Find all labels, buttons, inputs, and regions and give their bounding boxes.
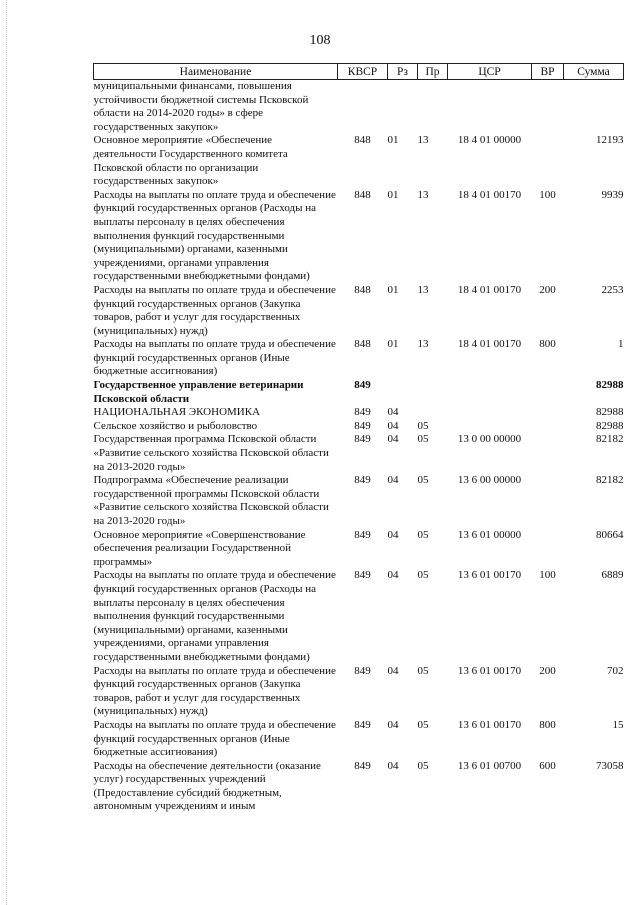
row-kvsr: 849: [354, 528, 371, 541]
table-header-row: [94, 64, 624, 80]
table-row: [94, 433, 624, 474]
row-pr: 05: [417, 433, 429, 446]
row-vr: 800: [539, 338, 556, 351]
row-sum: 702: [607, 664, 624, 677]
row-sum: 82988: [596, 419, 624, 432]
row-sum: 1: [618, 338, 624, 351]
row-vr: 100: [539, 569, 556, 582]
row-vr: 200: [539, 664, 556, 677]
page-number: 108: [309, 33, 331, 48]
row-vr: 800: [539, 718, 556, 731]
row-csr: [448, 406, 532, 420]
table-row-department: [94, 379, 624, 406]
table-row: [94, 406, 624, 420]
row-pr: 13: [417, 283, 429, 296]
table-row: [94, 134, 624, 188]
row-kvsr: 848: [354, 283, 371, 296]
row-vr: 600: [539, 759, 556, 772]
header-pr: Пр: [418, 64, 448, 80]
row-pr: 13: [417, 338, 429, 351]
row-csr: [448, 379, 532, 406]
row-sum: 82988: [596, 379, 624, 392]
row-vr: [532, 474, 564, 528]
header-name: Наименование: [94, 64, 338, 80]
row-name: Государственная программа Псковской области «Развитие сельского хозяйства Псковской области на 2013-2020 годы»: [93, 433, 329, 473]
row-csr: 18 4 01 00170: [457, 283, 522, 296]
row-kvsr: 848: [354, 338, 371, 351]
row-vr: [532, 433, 564, 474]
row-csr: 13 6 01 00000: [457, 528, 522, 541]
row-pr: 13: [417, 134, 429, 147]
row-rz: 01: [387, 134, 399, 147]
row-kvsr: 848: [354, 134, 371, 147]
row-csr: [448, 80, 532, 135]
row-kvsr: [338, 80, 388, 135]
row-rz: [388, 379, 418, 406]
row-name: Основное мероприятие «Обеспечение деятельности Государственного комитета Псковской области по организации государственных закупок»: [93, 134, 288, 188]
row-sum: 15: [612, 718, 624, 731]
table-row: [94, 189, 624, 284]
header-rz: Рз: [388, 64, 418, 80]
row-vr: [532, 420, 564, 434]
row-kvsr: 849: [354, 406, 371, 419]
row-csr: [448, 420, 532, 434]
table-row: [94, 760, 624, 814]
header-kvsr: КВСР: [338, 64, 388, 80]
row-sum: 82988: [596, 406, 624, 419]
row-vr: 100: [539, 188, 556, 201]
row-sum: 82182: [596, 433, 624, 446]
row-name: Расходы на выплаты по оплате труда и обеспечение функций государственных органов (Закупка товаров, работ и услуг для государственных (муниципальных) нужд): [93, 664, 336, 718]
row-kvsr: 849: [354, 664, 371, 677]
table-row: [94, 529, 624, 570]
table-row: [94, 474, 624, 528]
header-vr: ВР: [532, 64, 564, 80]
row-rz: 01: [387, 338, 399, 351]
table-row: [94, 665, 624, 719]
row-kvsr: 849: [354, 569, 371, 582]
row-vr: [532, 379, 564, 406]
header-sum: Сумма: [564, 64, 624, 80]
row-sum: 6889: [601, 569, 624, 582]
row-kvsr: 849: [354, 433, 371, 446]
row-pr: 05: [417, 664, 429, 677]
row-rz: 04: [387, 406, 399, 419]
row-sum: 9939: [601, 188, 624, 201]
row-pr: 13: [417, 188, 429, 201]
row-name: Подпрограмма «Обеспечение реализации государственной программы Псковской области «Развитие сельского хозяйства Псковской области на 2013-2020 годы»: [93, 474, 329, 527]
row-kvsr: 849: [354, 379, 371, 392]
row-pr: 05: [417, 528, 429, 541]
table-row: [94, 338, 624, 379]
row-kvsr: 849: [354, 419, 371, 432]
row-pr: [418, 406, 448, 420]
row-sum: [564, 80, 624, 135]
row-sum: 2253: [601, 283, 624, 296]
row-csr: 13 6 00 00000: [457, 474, 522, 487]
row-name: Расходы на выплаты по оплате труда и обеспечение функций государственных органов (Иные бюджетные ассигнования): [93, 718, 336, 759]
row-rz: 04: [387, 664, 399, 677]
row-csr: 13 0 00 00000: [457, 433, 522, 446]
row-rz: 04: [387, 474, 399, 487]
row-vr: [532, 529, 564, 570]
table-row: [94, 569, 624, 664]
table-row: [94, 420, 624, 434]
row-name: Расходы на обеспечение деятельности (оказание услуг) государственных учреждений (Предоставление субсидий бюджетным, автономным учреждениям и иным: [93, 759, 321, 813]
row-vr: [532, 80, 564, 135]
row-rz: 04: [387, 569, 399, 582]
row-csr: 13 6 01 00700: [457, 759, 522, 772]
scan-edge-mark: [6, 0, 8, 905]
row-csr: 13 6 01 00170: [457, 569, 522, 582]
row-rz: 04: [387, 759, 399, 772]
row-name: НАЦИОНАЛЬНАЯ ЭКОНОМИКА: [93, 406, 261, 419]
row-csr: 18 4 01 00000: [457, 134, 522, 147]
row-pr: 05: [417, 474, 429, 487]
row-rz: [388, 80, 418, 135]
row-name: Расходы на выплаты по оплате труда и обеспечение функций государственных органов (Закупка товаров, работ и услуг для государственных (муниципальных) нужд): [93, 283, 336, 337]
row-csr: 13 6 01 00170: [457, 718, 522, 731]
row-pr: 05: [417, 419, 429, 432]
row-sum: 73058: [596, 759, 624, 772]
row-rz: 04: [387, 419, 399, 432]
row-name: муниципальными финансами, повышения устойчивости бюджетной системы Псковской области на 2014-2020 годы» в сфере государственных закупок»: [93, 80, 309, 133]
table-row: [94, 284, 624, 338]
row-csr: 13 6 01 00170: [457, 664, 522, 677]
header-csr: ЦСР: [448, 64, 532, 80]
row-pr: [418, 379, 448, 406]
row-pr: [418, 80, 448, 135]
row-rz: 01: [387, 188, 399, 201]
row-rz: 04: [387, 433, 399, 446]
row-kvsr: 849: [354, 759, 371, 772]
row-csr: 18 4 01 00170: [457, 188, 522, 201]
row-vr: [532, 134, 564, 188]
row-name: Расходы на выплаты по оплате труда и обеспечение функций государственных органов (Расходы на выплаты персоналу в целях обеспечения выполнения функций государственными (муниципальными) органами, казенными учреждениями, органами управления государственными внебюджетными фондами): [93, 188, 336, 283]
row-name: Расходы на выплаты по оплате труда и обеспечение функций государственных органов (Иные бюджетные ассигнования): [93, 338, 336, 378]
row-sum: 82182: [596, 474, 624, 487]
row-name: Основное мероприятие «Совершенствование обеспечения реализации Государственной программы»: [93, 528, 306, 568]
row-sum: 12193: [596, 134, 624, 147]
row-name: Государственное управление ветеринарии Псковской области: [93, 379, 304, 405]
row-name: Расходы на выплаты по оплате труда и обеспечение функций государственных органов (Расходы на выплаты персоналу в целях обеспечения выполнения функций государственными (муниципальными) органами, казенными учреждениями, органами управления государственными внебюджетными фондами): [93, 569, 336, 663]
row-rz: 04: [387, 528, 399, 541]
row-csr: 18 4 01 00170: [457, 338, 522, 351]
row-kvsr: 849: [354, 474, 371, 487]
row-pr: 05: [417, 759, 429, 772]
table-row: [94, 80, 624, 135]
row-pr: 05: [417, 718, 429, 731]
row-rz: 01: [387, 283, 399, 296]
row-name: Сельское хозяйство и рыболовство: [93, 419, 258, 432]
row-pr: 05: [417, 569, 429, 582]
row-kvsr: 849: [354, 718, 371, 731]
table-row: [94, 719, 624, 760]
row-kvsr: 848: [354, 188, 371, 201]
budget-table: [93, 63, 624, 814]
row-vr: 200: [539, 283, 556, 296]
row-vr: [532, 406, 564, 420]
row-sum: 80664: [596, 528, 624, 541]
row-rz: 04: [387, 718, 399, 731]
